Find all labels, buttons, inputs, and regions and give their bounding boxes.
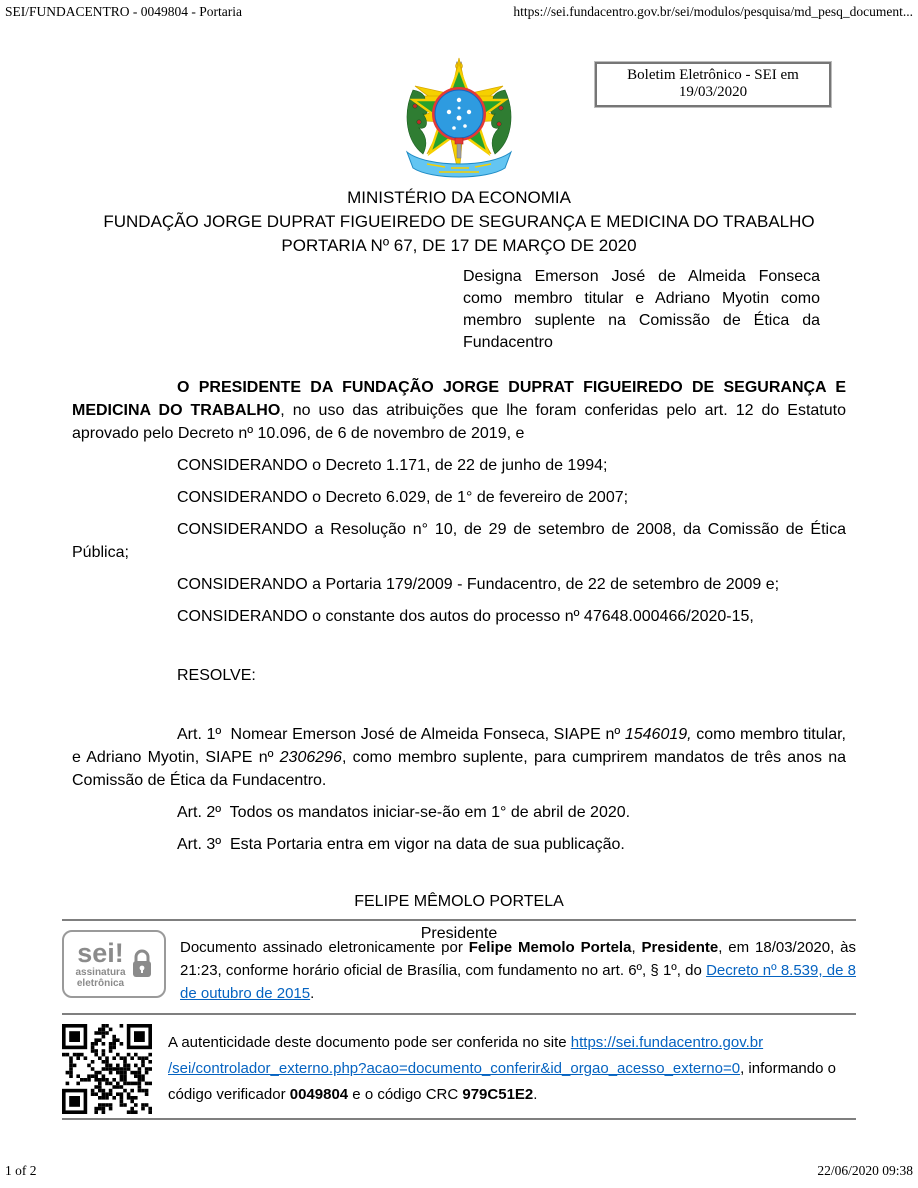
considerando-1: CONSIDERANDO o Decreto 1.171, de 22 de junho de 1994; — [177, 457, 608, 474]
article-3: Art. 3º Esta Portaria entra em vigor na data de sua publicação. — [177, 836, 625, 853]
letterhead — [62, 186, 856, 258]
divider-bottom — [62, 1118, 856, 1120]
brazil-coat-of-arms-icon — [399, 56, 519, 178]
letterhead-ministry: MINISTÉRIO DA ECONOMIA — [347, 188, 571, 207]
print-header-title: SEI/FUNDACENTRO - 0049804 - Portaria — [5, 4, 242, 19]
decree-link[interactable]: Decreto nº 8.539, de 8 de outubro de 2015 — [180, 962, 856, 1002]
article-1-text-2: como membro titular, e Adriano Myotin, SIAPE nº — [72, 726, 846, 766]
sei-signature-logo — [62, 930, 166, 998]
considerando-5: CONSIDERANDO o constante dos autos do processo nº 47648.000466/2020-15, — [177, 608, 754, 625]
sei-sub-line-2: eletrônica — [76, 977, 125, 989]
considerando-3: CONSIDERANDO a Resolução n° 10, de 29 de setembro de 2008, da Comissão de Ética Pública; — [72, 521, 846, 561]
authenticity-block — [62, 1024, 856, 1114]
signature-text-2: , em 18/03/2020, às 21:23, conforme horário oficial de Brasília, com fundamento no art. 6º, § 1º, do — [180, 939, 857, 979]
crc-code: 979C51E2 — [462, 1086, 534, 1103]
document-page — [62, 186, 856, 954]
authenticity-text-3: e o código CRC — [348, 1086, 463, 1103]
stamps-section — [62, 919, 856, 1120]
divider-top — [62, 919, 856, 921]
sei-sub-line-1: assinatura — [75, 966, 126, 978]
qr-code — [62, 1024, 152, 1114]
siape-number-1: 1546019, — [624, 726, 692, 743]
signature-signer-name: Felipe Memolo Portela — [468, 939, 632, 956]
verification-url-part-1: https://sei.fundacentro.gov.br — [570, 1034, 764, 1051]
authenticity-text-2: , informando o código verificador — [168, 1060, 836, 1103]
letterhead-foundation: FUNDAÇÃO JORGE DUPRAT FIGUEIREDO DE SEGURANÇA E MEDICINA DO TRABALHO — [103, 212, 815, 231]
page-number: 1 of 2 — [5, 1163, 37, 1178]
authenticity-text-4: . — [533, 1086, 538, 1103]
electronic-signature-block — [62, 930, 856, 1005]
print-timestamp: 22/06/2020 09:38 — [817, 1163, 913, 1178]
signature-sep: , — [631, 939, 642, 956]
authenticity-text-1: A autenticidade deste documento pode ser conferida no site — [168, 1034, 571, 1051]
article-1 — [72, 723, 846, 792]
preamble-bold: O PRESIDENTE DA FUNDAÇÃO JORGE DUPRAT FIGUEIREDO DE SEGURANÇA E MEDICINA DO TRABALHO — [72, 379, 846, 419]
ordinance-text — [62, 376, 856, 945]
print-header-url: https://sei.fundacentro.gov.br/sei/modulos/pesquisa/md_pesq_document... — [513, 4, 913, 19]
signer-role: Presidente — [420, 925, 498, 942]
boletim-eletronico-badge — [595, 62, 831, 107]
article-2: Art. 2º Todos os mandatos iniciar-se-ão em 1° de abril de 2020. — [177, 804, 631, 821]
signature-statement — [180, 930, 856, 1005]
verifier-code: 0049804 — [289, 1086, 349, 1103]
signer-name: FELIPE MÊMOLO PORTELA — [354, 893, 564, 910]
preamble-rest: , no uso das atribuições que lhe foram conferidas pelo art. 12 do Estatuto aprovado pelo Decreto nº 10.096, de 6 de novembro de 2019, e — [72, 402, 846, 442]
authenticity-statement — [168, 1024, 856, 1114]
signature-text-1: Documento assinado eletronicamente por — [180, 939, 469, 956]
resolve-clause: RESOLVE: — [177, 667, 256, 684]
letterhead-ordinance-title: PORTARIA Nº 67, DE 17 DE MARÇO DE 2020 — [281, 236, 637, 255]
padlock-icon — [131, 949, 153, 979]
considerando-4: CONSIDERANDO a Portaria 179/2009 - Fundacentro, de 22 de setembro de 2009 e; — [177, 576, 780, 593]
considerando-2: CONSIDERANDO o Decreto 6.029, de 1° de fevereiro de 2007; — [177, 489, 629, 506]
verification-url-part-2: /sei/controlador_externo.php?acao=documento_conferir&id_orgao_acesso_externo=0 — [168, 1060, 741, 1077]
article-1-text: Art. 1º Nomear Emerson José de Almeida Fonseca, SIAPE nº — [177, 726, 625, 743]
signature-signer-role: Presidente — [641, 939, 719, 956]
siape-number-2: 2306296 — [279, 749, 342, 766]
article-1-text-3: , como membro suplente, para cumprirem mandatos de três anos na Comissão de Ética da Fundacentro. — [72, 749, 846, 789]
divider-middle — [62, 1013, 856, 1015]
sei-logo-text — [75, 937, 126, 989]
browser-print-footer — [5, 1163, 913, 1179]
boletim-label: Boletim Eletrônico - SEI em 19/03/2020 — [627, 67, 799, 100]
browser-print-header — [5, 4, 913, 20]
signature-text-3: . — [310, 985, 315, 1002]
sei-wordmark: sei! — [77, 937, 124, 968]
ordinance-summary: Designa Emerson José de Almeida Fonseca como membro titular e Adriano Myotin como membro suplente na Comissão de Ética da Fundacentro — [463, 268, 820, 351]
preamble-paragraph — [72, 376, 846, 445]
